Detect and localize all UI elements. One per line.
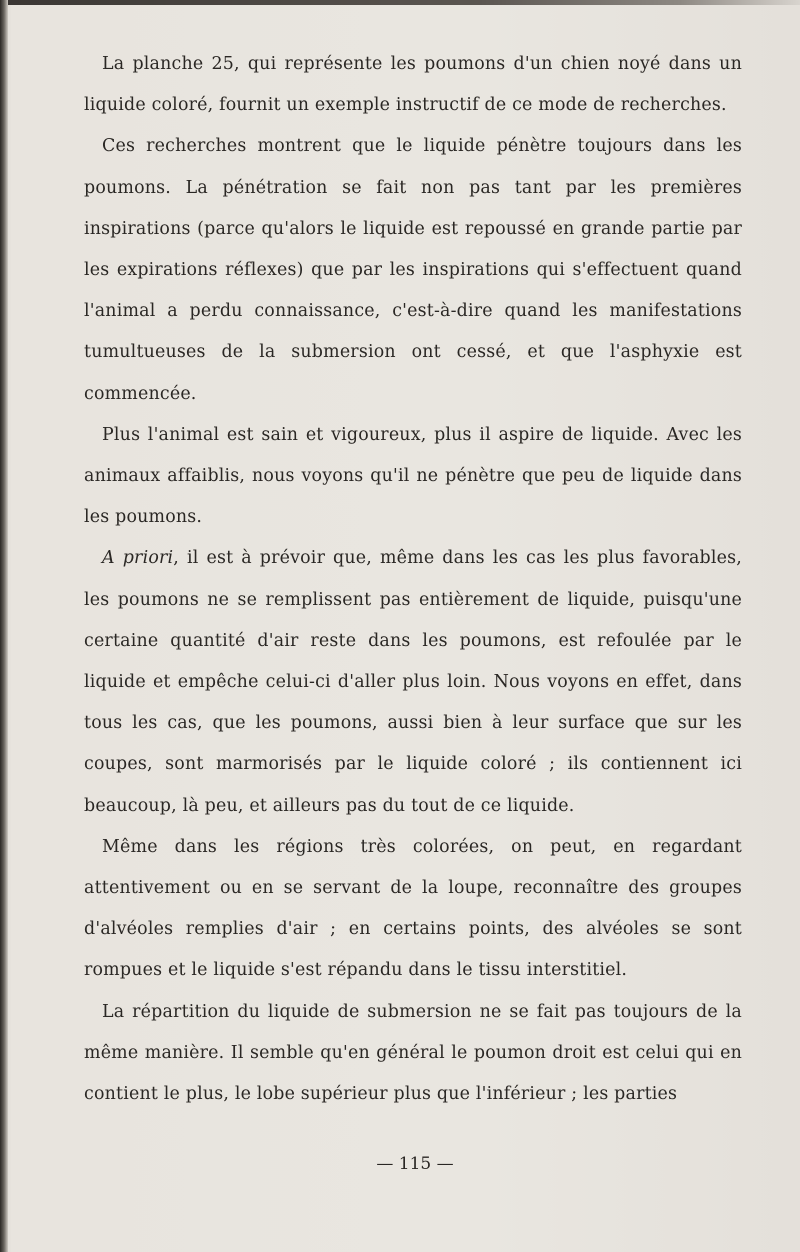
page-number: — 115 — <box>376 1154 454 1174</box>
page-top-edge <box>0 0 800 5</box>
italic-lead: A priori <box>102 548 174 569</box>
paragraph-4-text: , il est à prévoir que, même dans les cas les plus favorables, les poumons ne se remplissent pas entièrement de liquide, puisqu'une certaine quantité d'air reste dans les poumons, est refoulée par le liquide et empêche celui-ci d'aller plus loin. Nous voyons en effet, dans tous les cas, que les poumons, aussi bien à leur surface que sur les coupes, sont marmorisés par le liquide coloré ; ils contiennent ici beaucoup, là peu, et ailleurs pas du tout de ce liquide. <box>84 548 742 816</box>
paragraph-2: Ces recherches montrent que le liquide pénètre toujours dans les poumons. La pénétration se fait non pas tant par les premières inspirations (parce qu'alors le liquide est repoussé en grande partie par les expirations réflexes) que par les inspirations qui s'effectuent quand l'animal a perdu connaissance, c'est-à-dire quand les manifestations tumultueuses de la submersion ont cessé, et que l'asphyxie est commencée. <box>84 136 742 404</box>
page-body <box>84 44 742 1115</box>
paragraph-3: Plus l'animal est sain et vigoureux, plus il aspire de liquide. Avec les animaux affaiblis, nous voyons qu'il ne pénètre que peu de liquide dans les poumons. <box>84 424 742 528</box>
paragraph-4 <box>84 538 742 826</box>
paragraph-1: La planche 25, qui représente les poumons d'un chien noyé dans un liquide coloré, fournit un exemple instructif de ce mode de recherches. <box>84 54 742 116</box>
paragraph-6: La répartition du liquide de submersion ne se fait pas toujours de la même manière. Il semble qu'en général le poumon droit est celui qui en contient le plus, le lobe supérieur plus que l'inférieur ; les parties <box>84 1001 742 1105</box>
page-binding-edge <box>0 0 8 1252</box>
paragraph-5: Même dans les régions très colorées, on peut, en regardant attentivement ou en se servant de la loupe, reconnaître des groupes d'alvéoles remplies d'air ; en certains points, des alvéoles se sont rompues et le liquide s'est répandu dans le tissu interstitiel. <box>84 836 742 981</box>
